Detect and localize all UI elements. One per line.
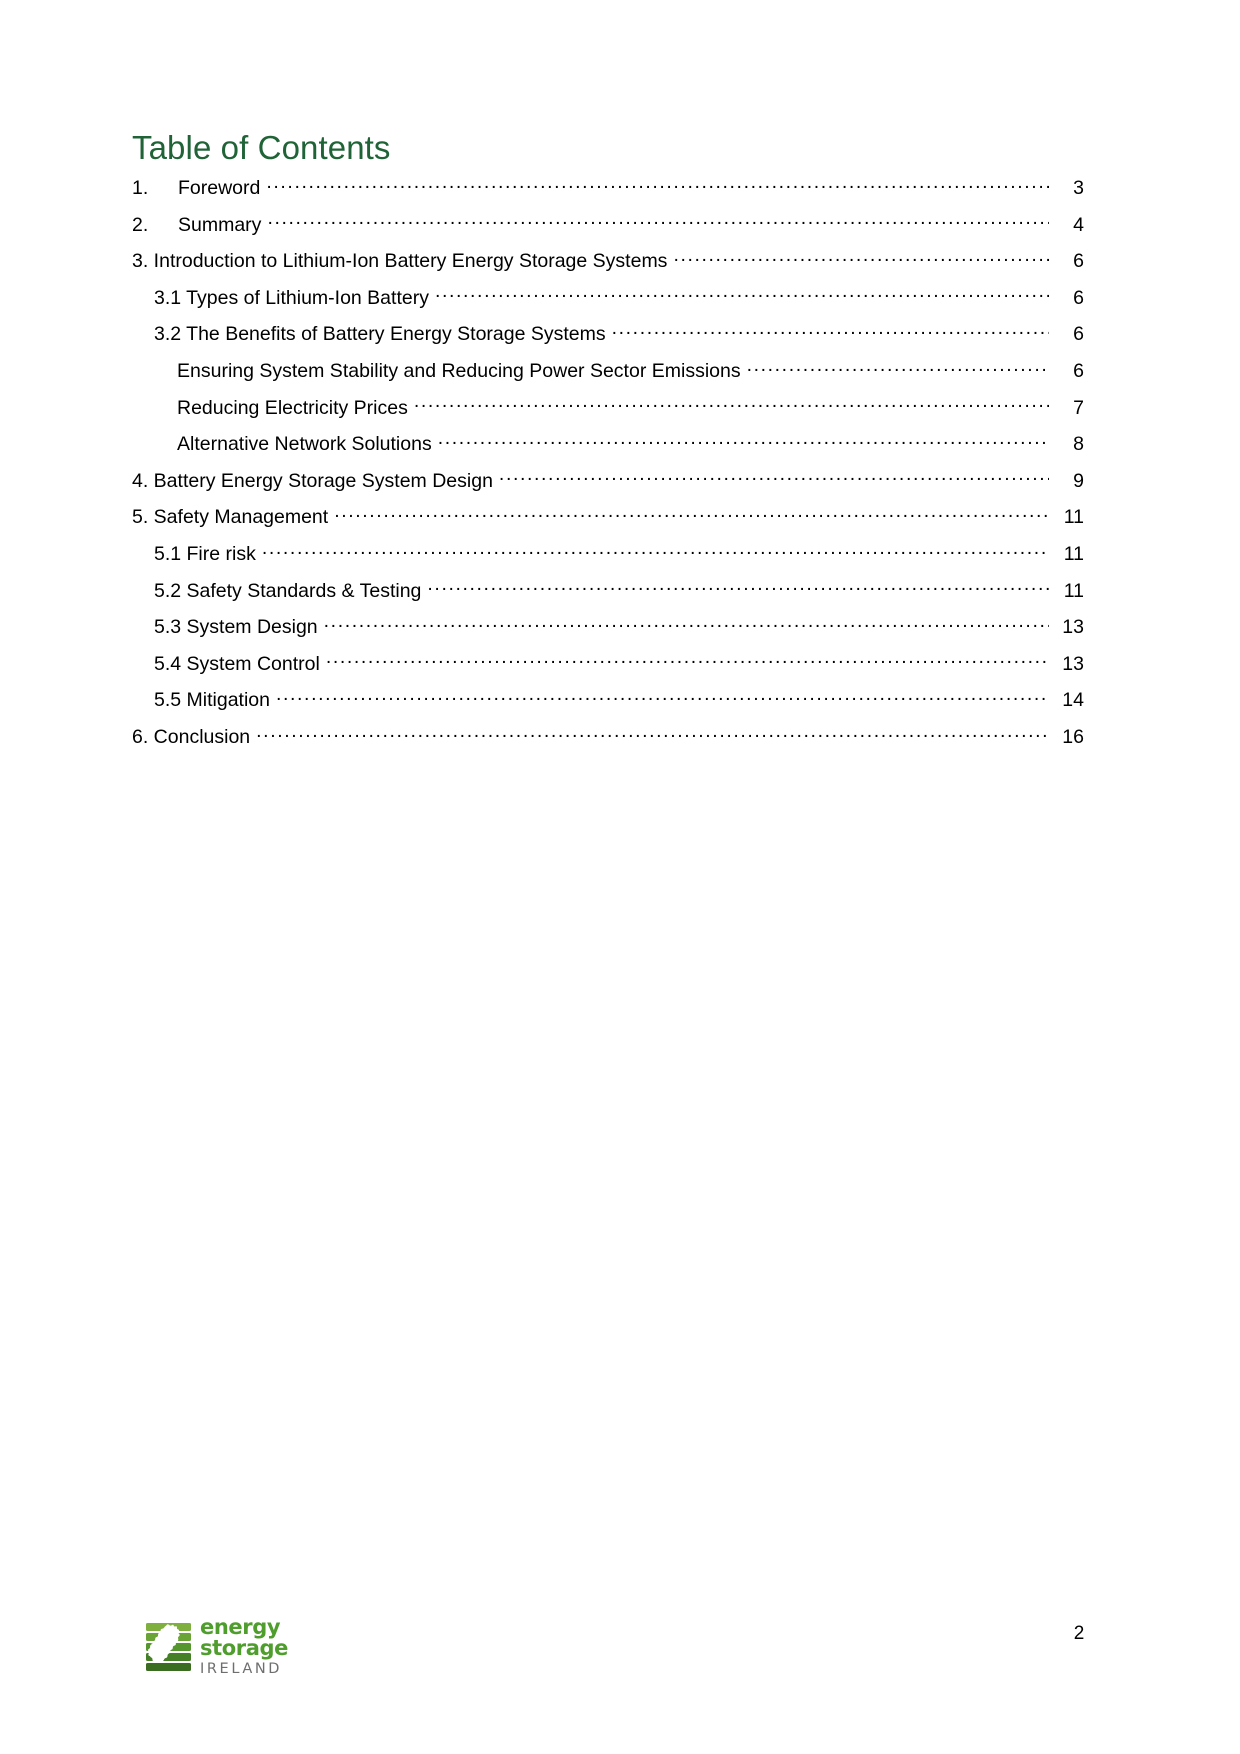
toc-entry[interactable] — [132, 614, 1084, 651]
toc-entry[interactable] — [132, 504, 1084, 541]
toc-entry-page-number: 11 — [1063, 579, 1084, 602]
toc-entry[interactable] — [132, 577, 1084, 614]
toc-entry-label: 6. Conclusion — [132, 726, 251, 748]
toc-entry-page-number: 6 — [1073, 250, 1084, 273]
toc-entry[interactable] — [132, 321, 1084, 358]
toc-entry-page-number: 4 — [1073, 213, 1084, 236]
toc-leader-dots — [276, 687, 1049, 707]
toc-leader-dots — [414, 394, 1049, 414]
toc-leader-dots — [266, 175, 1049, 195]
toc-entry[interactable] — [132, 431, 1084, 468]
toc-entry[interactable] — [132, 467, 1084, 504]
toc-leader-dots — [267, 211, 1049, 231]
toc-entry-label: Reducing Electricity Prices — [177, 396, 408, 419]
toc-entry-page-number: 13 — [1062, 652, 1084, 675]
toc-leader-dots — [262, 541, 1049, 561]
toc-entry[interactable] — [132, 724, 1084, 761]
footer-page-number: 2 — [1073, 1623, 1085, 1644]
toc-leader-dots — [499, 467, 1049, 487]
logo-text-storage: storage — [200, 1636, 288, 1661]
toc-entry-page-number: 14 — [1062, 689, 1084, 712]
toc-entry-page-number: 13 — [1062, 616, 1084, 639]
toc-entry-page-number: 6 — [1073, 360, 1084, 383]
toc-leader-dots — [326, 650, 1049, 670]
toc-leader-dots — [673, 248, 1049, 268]
toc-leader-dots — [427, 577, 1049, 597]
footer-logo — [146, 1617, 288, 1676]
toc-entry-page-number: 16 — [1062, 726, 1084, 748]
toc-leader-dots — [334, 504, 1049, 524]
toc-entry[interactable] — [132, 211, 1084, 248]
ireland-map-bars-icon — [146, 1623, 191, 1671]
table-of-contents-list — [132, 175, 1084, 761]
toc-leader-dots — [612, 321, 1049, 341]
toc-entry[interactable] — [132, 650, 1084, 687]
toc-leader-dots — [324, 614, 1049, 634]
toc-entry-page-number: 8 — [1073, 433, 1084, 456]
toc-entry[interactable] — [132, 175, 1084, 212]
toc-entry[interactable] — [132, 358, 1084, 395]
toc-leader-dots — [438, 431, 1049, 451]
toc-entry[interactable] — [132, 394, 1084, 431]
toc-entry[interactable] — [132, 687, 1084, 724]
toc-entry-number: 2. — [132, 213, 149, 236]
toc-entry-label: 4. Battery Energy Storage System Design — [132, 469, 493, 492]
logo-wordmark — [200, 1617, 288, 1676]
toc-entry-page-number: 9 — [1073, 469, 1084, 492]
toc-entry-page-number: 6 — [1073, 323, 1084, 346]
toc-entry-label: 5.2 Safety Standards & Testing — [154, 579, 422, 602]
toc-entry[interactable] — [132, 248, 1084, 285]
toc-leader-dots — [747, 358, 1049, 378]
toc-entry-label: Summary — [178, 213, 262, 236]
toc-entry-label: 3.2 The Benefits of Battery Energy Storage Systems — [154, 323, 606, 346]
toc-entry[interactable] — [132, 284, 1084, 321]
toc-entry-label: 3. Introduction to Lithium-Ion Battery Energy Storage Systems — [132, 250, 668, 273]
toc-entry-label: Alternative Network Solutions — [177, 433, 432, 456]
page-title: Table of Contents — [132, 129, 391, 166]
toc-entry-page-number: 11 — [1063, 506, 1084, 529]
logo-text-energy: energy — [200, 1615, 281, 1639]
toc-entry-number: 1. — [132, 177, 149, 200]
toc-entry-label: 3.1 Types of Lithium-Ion Battery — [154, 286, 429, 309]
toc-leader-dots — [256, 724, 1049, 744]
toc-entry-page-number: 7 — [1073, 396, 1084, 419]
toc-entry-label: 5.3 System Design — [154, 616, 318, 639]
toc-entry-label: 5.5 Mitigation — [154, 689, 270, 712]
toc-leader-dots — [435, 284, 1049, 304]
toc-section — [132, 128, 1084, 760]
toc-entry-label: 5.4 System Control — [154, 652, 320, 675]
toc-entry-page-number: 3 — [1073, 177, 1084, 200]
logo-text-ireland: IRELAND — [200, 1660, 283, 1677]
toc-entry-label: 5. Safety Management — [132, 506, 329, 529]
toc-entry[interactable] — [132, 541, 1084, 578]
toc-entry-label: Ensuring System Stability and Reducing Power Sector Emissions — [177, 360, 741, 383]
toc-entry-label: 5.1 Fire risk — [154, 543, 256, 566]
toc-entry-page-number: 6 — [1073, 286, 1084, 309]
toc-entry-page-number: 11 — [1063, 543, 1084, 566]
toc-entry-label: Foreword — [178, 177, 261, 200]
